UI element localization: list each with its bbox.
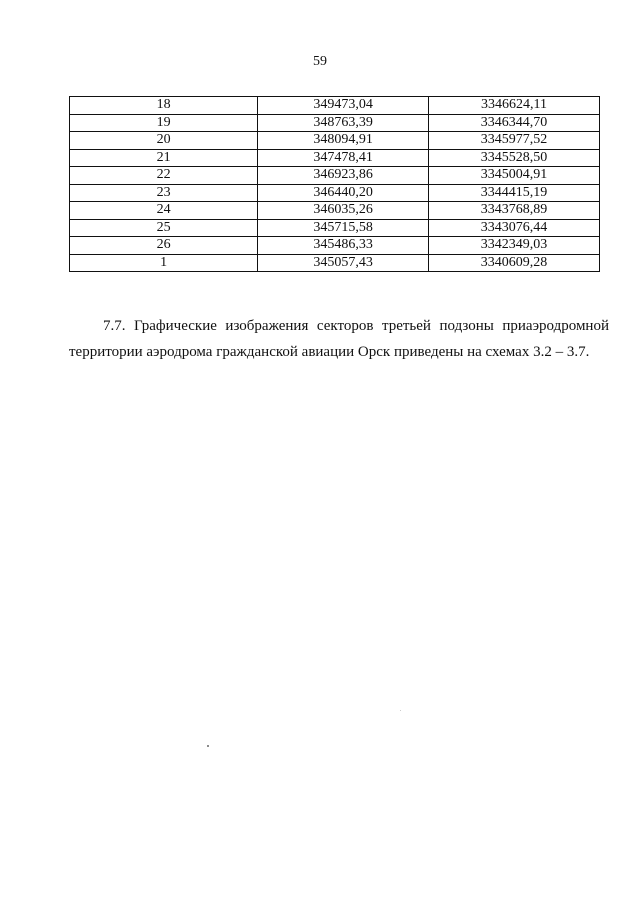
point-number-cell: 25 — [70, 219, 258, 237]
y-coordinate-cell: 3343768,89 — [429, 202, 600, 220]
x-coordinate-cell: 348094,91 — [258, 132, 429, 150]
x-coordinate-cell: 347478,41 — [258, 149, 429, 167]
y-coordinate-cell: 3345004,91 — [429, 167, 600, 185]
point-number-cell: 21 — [70, 149, 258, 167]
x-coordinate-cell: 346035,26 — [258, 202, 429, 220]
table-row — [70, 149, 600, 167]
x-coordinate-cell: 346440,20 — [258, 184, 429, 202]
point-number-cell: 26 — [70, 237, 258, 255]
y-coordinate-cell: 3346624,11 — [429, 97, 600, 115]
y-coordinate-cell: 3340609,28 — [429, 254, 600, 272]
section-paragraph — [69, 313, 609, 365]
scan-speck — [400, 710, 401, 711]
coordinates-table — [69, 96, 600, 272]
x-coordinate-cell: 348763,39 — [258, 114, 429, 132]
point-number-cell: 23 — [70, 184, 258, 202]
y-coordinate-cell: 3344415,19 — [429, 184, 600, 202]
page-number: 59 — [313, 54, 327, 69]
y-coordinate-cell: 3346344,70 — [429, 114, 600, 132]
x-coordinate-cell: 349473,04 — [258, 97, 429, 115]
table-row — [70, 184, 600, 202]
x-coordinate-cell: 345715,58 — [258, 219, 429, 237]
x-coordinate-cell: 346923,86 — [258, 167, 429, 185]
table-row — [70, 167, 600, 185]
y-coordinate-cell: 3345977,52 — [429, 132, 600, 150]
x-coordinate-cell: 345057,43 — [258, 254, 429, 272]
table-row — [70, 254, 600, 272]
table-row — [70, 237, 600, 255]
scan-speck — [207, 745, 209, 747]
point-number-cell: 1 — [70, 254, 258, 272]
paragraph-line-1: 7.7. Графические изображения секторов третьей подзоны приаэродромной — [103, 318, 609, 334]
x-coordinate-cell: 345486,33 — [258, 237, 429, 255]
table-row — [70, 97, 600, 115]
point-number-cell: 19 — [70, 114, 258, 132]
point-number-cell: 20 — [70, 132, 258, 150]
point-number-cell: 18 — [70, 97, 258, 115]
table-row — [70, 132, 600, 150]
point-number-cell: 22 — [70, 167, 258, 185]
table-row — [70, 114, 600, 132]
y-coordinate-cell: 3345528,50 — [429, 149, 600, 167]
y-coordinate-cell: 3343076,44 — [429, 219, 600, 237]
table-row — [70, 219, 600, 237]
table-row — [70, 202, 600, 220]
point-number-cell: 24 — [70, 202, 258, 220]
y-coordinate-cell: 3342349,03 — [429, 237, 600, 255]
paragraph-line-2: территории аэродрома гражданской авиации Орск приведены на схемах 3.2 – 3.7. — [69, 344, 590, 360]
